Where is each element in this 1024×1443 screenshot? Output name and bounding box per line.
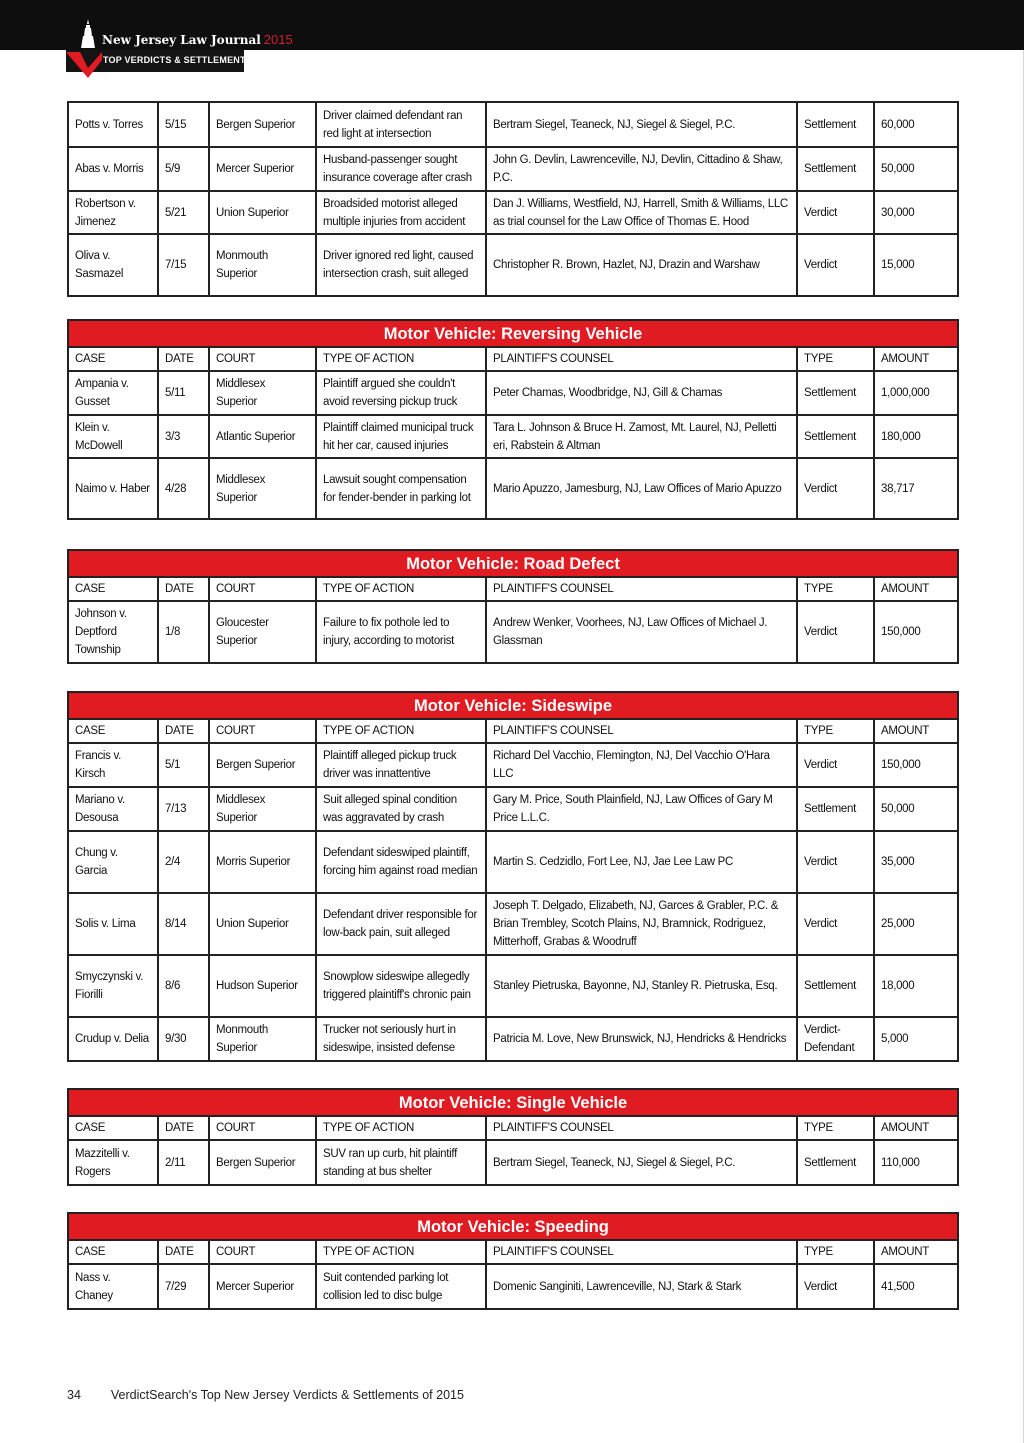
cell-case: Solis v. Lima bbox=[68, 893, 158, 955]
table-row bbox=[68, 601, 958, 663]
cell-date: 8/6 bbox=[158, 955, 209, 1017]
cell-date: 7/15 bbox=[158, 234, 209, 296]
cell-type: Verdict bbox=[797, 831, 874, 893]
cell-case: Ampania v. Gusset bbox=[68, 371, 158, 415]
cell-case: Mariano v. Desousa bbox=[68, 787, 158, 831]
cell-type-of-action: Plaintiff claimed municipal truck hit her car, caused injuries bbox=[316, 415, 486, 458]
cell-type: Settlement bbox=[797, 787, 874, 831]
chevron-logo-icon bbox=[66, 50, 102, 78]
table-row bbox=[68, 831, 958, 893]
cell-amount: 30,000 bbox=[874, 191, 958, 234]
column-header-type: TYPE bbox=[797, 1116, 874, 1140]
cell-case: Abas v. Morris bbox=[68, 147, 158, 191]
column-header-plaintiffs-counsel: PLAINTIFF'S COUNSEL bbox=[486, 577, 797, 601]
cell-amount: 110,000 bbox=[874, 1140, 958, 1185]
cell-case: Mazzitelli v. Rogers bbox=[68, 1140, 158, 1185]
table-row bbox=[68, 234, 958, 296]
subtitle-text: TOP VERDICTS & SETTLEMENTS NJ bbox=[103, 55, 267, 65]
journal-name: New Jersey Law Journal bbox=[102, 33, 261, 47]
cell-amount: 1,000,000 bbox=[874, 371, 958, 415]
cell-court: Mercer Superior bbox=[209, 1264, 316, 1309]
column-header-court: COURT bbox=[209, 1116, 316, 1140]
cell-case: Nass v. Chaney bbox=[68, 1264, 158, 1309]
section-table bbox=[67, 319, 959, 520]
table-row bbox=[68, 147, 958, 191]
cell-case: Francis v. Kirsch bbox=[68, 743, 158, 787]
column-header-row bbox=[68, 577, 958, 601]
cell-plaintiffs-counsel: Christopher R. Brown, Hazlet, NJ, Drazin and Warshaw bbox=[486, 234, 797, 296]
cell-amount: 38,717 bbox=[874, 458, 958, 519]
cell-court: Bergen Superior bbox=[209, 1140, 316, 1185]
cell-date: 3/3 bbox=[158, 415, 209, 458]
column-header-plaintiffs-counsel: PLAINTIFF'S COUNSEL bbox=[486, 347, 797, 371]
cell-type-of-action: Defendant sideswiped plaintiff, forcing him against road median bbox=[316, 831, 486, 893]
cell-date: 4/28 bbox=[158, 458, 209, 519]
table-row bbox=[68, 1264, 958, 1309]
table-row bbox=[68, 102, 958, 147]
cell-type-of-action: Lawsuit sought compensation for fender-bender in parking lot bbox=[316, 458, 486, 519]
cell-amount: 18,000 bbox=[874, 955, 958, 1017]
column-header-date: DATE bbox=[158, 1116, 209, 1140]
section-title: Motor Vehicle: Reversing Vehicle bbox=[68, 320, 958, 347]
cell-case: Smyczynski v. Fiorilli bbox=[68, 955, 158, 1017]
section-title: Motor Vehicle: Road Defect bbox=[68, 550, 958, 577]
cell-date: 2/4 bbox=[158, 831, 209, 893]
cell-amount: 60,000 bbox=[874, 102, 958, 147]
cell-plaintiffs-counsel: Mario Apuzzo, Jamesburg, NJ, Law Offices of Mario Apuzzo bbox=[486, 458, 797, 519]
column-header-type: TYPE bbox=[797, 1240, 874, 1264]
cell-type-of-action: Snowplow sideswipe allegedly triggered plaintiff's chronic pain bbox=[316, 955, 486, 1017]
cell-amount: 50,000 bbox=[874, 787, 958, 831]
cell-court: Bergen Superior bbox=[209, 102, 316, 147]
cell-amount: 35,000 bbox=[874, 831, 958, 893]
section-title: Motor Vehicle: Single Vehicle bbox=[68, 1089, 958, 1116]
cell-plaintiffs-counsel: Stanley Pietruska, Bayonne, NJ, Stanley R. Pietruska, Esq. bbox=[486, 955, 797, 1017]
column-header-amount: AMOUNT bbox=[874, 1240, 958, 1264]
column-header-date: DATE bbox=[158, 719, 209, 743]
cell-plaintiffs-counsel: Martin S. Cedzidlo, Fort Lee, NJ, Jae Lee Law PC bbox=[486, 831, 797, 893]
cell-type: Verdict bbox=[797, 234, 874, 296]
column-header-type-of-action: TYPE OF ACTION bbox=[316, 347, 486, 371]
table-row bbox=[68, 1140, 958, 1185]
column-header-type-of-action: TYPE OF ACTION bbox=[316, 577, 486, 601]
section-table bbox=[67, 691, 959, 1062]
cell-amount: 5,000 bbox=[874, 1017, 958, 1061]
cell-type-of-action: Driver claimed defendant ran red light at intersection bbox=[316, 102, 486, 147]
table-row bbox=[68, 458, 958, 519]
column-header-amount: AMOUNT bbox=[874, 1116, 958, 1140]
column-header-amount: AMOUNT bbox=[874, 719, 958, 743]
cell-type: Settlement bbox=[797, 147, 874, 191]
column-header-case: CASE bbox=[68, 347, 158, 371]
cell-type-of-action: Driver ignored red light, caused intersection crash, suit alleged bbox=[316, 234, 486, 296]
cell-court: Monmouth Superior bbox=[209, 1017, 316, 1061]
section-table bbox=[67, 1088, 959, 1186]
cell-type: Settlement bbox=[797, 1140, 874, 1185]
statue-of-liberty-icon bbox=[76, 18, 96, 50]
cell-court: Union Superior bbox=[209, 191, 316, 234]
cell-date: 2/11 bbox=[158, 1140, 209, 1185]
journal-title bbox=[102, 32, 293, 47]
cell-type: Settlement bbox=[797, 955, 874, 1017]
cell-date: 5/9 bbox=[158, 147, 209, 191]
table-row bbox=[68, 955, 958, 1017]
cell-plaintiffs-counsel: Peter Chamas, Woodbridge, NJ, Gill & Chamas bbox=[486, 371, 797, 415]
cell-case: Oliva v. Sasmazel bbox=[68, 234, 158, 296]
cell-type-of-action: Failure to fix pothole led to injury, according to motorist bbox=[316, 601, 486, 663]
section-table bbox=[67, 1212, 959, 1310]
cell-date: 9/30 bbox=[158, 1017, 209, 1061]
cell-date: 7/13 bbox=[158, 787, 209, 831]
column-header-case: CASE bbox=[68, 1116, 158, 1140]
column-header-case: CASE bbox=[68, 1240, 158, 1264]
cell-court: Union Superior bbox=[209, 893, 316, 955]
cell-type-of-action: Suit alleged spinal condition was aggravated by crash bbox=[316, 787, 486, 831]
cell-case: Crudup v. Delia bbox=[68, 1017, 158, 1061]
column-header-court: COURT bbox=[209, 577, 316, 601]
cell-type-of-action: Husband-passenger sought insurance coverage after crash bbox=[316, 147, 486, 191]
cell-court: Monmouth Superior bbox=[209, 234, 316, 296]
cell-plaintiffs-counsel: John G. Devlin, Lawrenceville, NJ, Devlin, Cittadino & Shaw, P.C. bbox=[486, 147, 797, 191]
cell-type-of-action: Plaintiff argued she couldn't avoid reversing pickup truck bbox=[316, 371, 486, 415]
cell-amount: 15,000 bbox=[874, 234, 958, 296]
cell-plaintiffs-counsel: Richard Del Vacchio, Flemington, NJ, Del Vacchio O'Hara LLC bbox=[486, 743, 797, 787]
cell-amount: 41,500 bbox=[874, 1264, 958, 1309]
cell-type: Settlement bbox=[797, 371, 874, 415]
footer-text: VerdictSearch's Top New Jersey Verdicts & Settlements of 2015 bbox=[110, 1388, 464, 1402]
cell-date: 1/8 bbox=[158, 601, 209, 663]
cell-plaintiffs-counsel: Domenic Sanginiti, Lawrenceville, NJ, Stark & Stark bbox=[486, 1264, 797, 1309]
column-header-type-of-action: TYPE OF ACTION bbox=[316, 1116, 486, 1140]
cell-type-of-action: Suit contended parking lot collision led to disc bulge bbox=[316, 1264, 486, 1309]
column-header-case: CASE bbox=[68, 719, 158, 743]
cell-court: Atlantic Superior bbox=[209, 415, 316, 458]
table-row bbox=[68, 893, 958, 955]
page-number: 34 bbox=[67, 1388, 81, 1402]
cell-type: Settlement bbox=[797, 102, 874, 147]
cell-type-of-action: SUV ran up curb, hit plaintiff standing at bus shelter bbox=[316, 1140, 486, 1185]
cell-court: Middlesex Superior bbox=[209, 787, 316, 831]
section-table bbox=[67, 549, 959, 664]
section-table bbox=[67, 101, 959, 297]
column-header-type: TYPE bbox=[797, 577, 874, 601]
cell-type: Verdict bbox=[797, 191, 874, 234]
cell-plaintiffs-counsel: Dan J. Williams, Westfield, NJ, Harrell, Smith & Williams, LLC as trial counsel for the Law Office of Thomas E. Hood bbox=[486, 191, 797, 234]
cell-plaintiffs-counsel: Tara L. Johnson & Bruce H. Zamost, Mt. Laurel, NJ, Pelletti eri, Rabstein & Altman bbox=[486, 415, 797, 458]
column-header-row bbox=[68, 1240, 958, 1264]
column-header-type-of-action: TYPE OF ACTION bbox=[316, 1240, 486, 1264]
column-header-amount: AMOUNT bbox=[874, 577, 958, 601]
cell-plaintiffs-counsel: Bertram Siegel, Teaneck, NJ, Siegel & Siegel, P.C. bbox=[486, 1140, 797, 1185]
column-header-row bbox=[68, 1116, 958, 1140]
cell-type-of-action: Broadsided motorist alleged multiple injuries from accident bbox=[316, 191, 486, 234]
cell-date: 5/11 bbox=[158, 371, 209, 415]
cell-court: Hudson Superior bbox=[209, 955, 316, 1017]
cell-type: Verdict bbox=[797, 893, 874, 955]
cell-date: 5/21 bbox=[158, 191, 209, 234]
section-title: Motor Vehicle: Sideswipe bbox=[68, 692, 958, 719]
section-title: Motor Vehicle: Speeding bbox=[68, 1213, 958, 1240]
cell-plaintiffs-counsel: Bertram Siegel, Teaneck, NJ, Siegel & Siegel, P.C. bbox=[486, 102, 797, 147]
table-row bbox=[68, 415, 958, 458]
column-header-court: COURT bbox=[209, 347, 316, 371]
cell-court: Morris Superior bbox=[209, 831, 316, 893]
page-footer bbox=[67, 1388, 464, 1402]
cell-court: Middlesex Superior bbox=[209, 371, 316, 415]
cell-case: Naimo v. Haber bbox=[68, 458, 158, 519]
cell-case: Robertson v. Jimenez bbox=[68, 191, 158, 234]
cell-court: Gloucester Superior bbox=[209, 601, 316, 663]
column-header-plaintiffs-counsel: PLAINTIFF'S COUNSEL bbox=[486, 1116, 797, 1140]
cell-amount: 150,000 bbox=[874, 743, 958, 787]
column-header-date: DATE bbox=[158, 1240, 209, 1264]
column-header-type: TYPE bbox=[797, 347, 874, 371]
cell-plaintiffs-counsel: Gary M. Price, South Plainfield, NJ, Law Offices of Gary M Price L.L.C. bbox=[486, 787, 797, 831]
cell-amount: 150,000 bbox=[874, 601, 958, 663]
column-header-type: TYPE bbox=[797, 719, 874, 743]
table-row bbox=[68, 787, 958, 831]
cell-plaintiffs-counsel: Patricia M. Love, New Brunswick, NJ, Hendricks & Hendricks bbox=[486, 1017, 797, 1061]
journal-year: 2015 bbox=[263, 32, 293, 47]
table-row bbox=[68, 371, 958, 415]
column-header-plaintiffs-counsel: PLAINTIFF'S COUNSEL bbox=[486, 719, 797, 743]
cell-amount: 50,000 bbox=[874, 147, 958, 191]
column-header-plaintiffs-counsel: PLAINTIFF'S COUNSEL bbox=[486, 1240, 797, 1264]
column-header-case: CASE bbox=[68, 577, 158, 601]
cell-amount: 25,000 bbox=[874, 893, 958, 955]
column-header-type-of-action: TYPE OF ACTION bbox=[316, 719, 486, 743]
cell-type-of-action: Defendant driver responsible for low-back pain, suit alleged bbox=[316, 893, 486, 955]
cell-type: Settlement bbox=[797, 415, 874, 458]
cell-plaintiffs-counsel: Andrew Wenker, Voorhees, NJ, Law Offices of Michael J. Glassman bbox=[486, 601, 797, 663]
cell-case: Johnson v. Deptford Township bbox=[68, 601, 158, 663]
column-header-date: DATE bbox=[158, 347, 209, 371]
cell-type-of-action: Plaintiff alleged pickup truck driver was innattentive bbox=[316, 743, 486, 787]
cell-case: Chung v. Garcia bbox=[68, 831, 158, 893]
column-header-date: DATE bbox=[158, 577, 209, 601]
cell-court: Bergen Superior bbox=[209, 743, 316, 787]
cell-type: Verdict bbox=[797, 743, 874, 787]
cell-type: Verdict bbox=[797, 458, 874, 519]
cell-plaintiffs-counsel: Joseph T. Delgado, Elizabeth, NJ, Garces & Grabler, P.C. & Brian Trembley, Scotch Plains, NJ, Bramnick, Rodriguez, Mitterhoff, Grabas & Woodruff bbox=[486, 893, 797, 955]
column-header-court: COURT bbox=[209, 719, 316, 743]
cell-case: Potts v. Torres bbox=[68, 102, 158, 147]
cell-date: 7/29 bbox=[158, 1264, 209, 1309]
table-row bbox=[68, 1017, 958, 1061]
cell-type: Verdict bbox=[797, 1264, 874, 1309]
cell-court: Middlesex Superior bbox=[209, 458, 316, 519]
cell-court: Mercer Superior bbox=[209, 147, 316, 191]
column-header-court: COURT bbox=[209, 1240, 316, 1264]
column-header-amount: AMOUNT bbox=[874, 347, 958, 371]
cell-date: 5/1 bbox=[158, 743, 209, 787]
cell-date: 5/15 bbox=[158, 102, 209, 147]
cell-case: Klein v. McDowell bbox=[68, 415, 158, 458]
cell-type: Verdict bbox=[797, 601, 874, 663]
cell-date: 8/14 bbox=[158, 893, 209, 955]
table-row bbox=[68, 191, 958, 234]
cell-amount: 180,000 bbox=[874, 415, 958, 458]
column-header-row bbox=[68, 347, 958, 371]
cell-type-of-action: Trucker not seriously hurt in sideswipe, insisted defense bbox=[316, 1017, 486, 1061]
column-header-row bbox=[68, 719, 958, 743]
table-row bbox=[68, 743, 958, 787]
cell-type: Verdict-Defendant bbox=[797, 1017, 874, 1061]
